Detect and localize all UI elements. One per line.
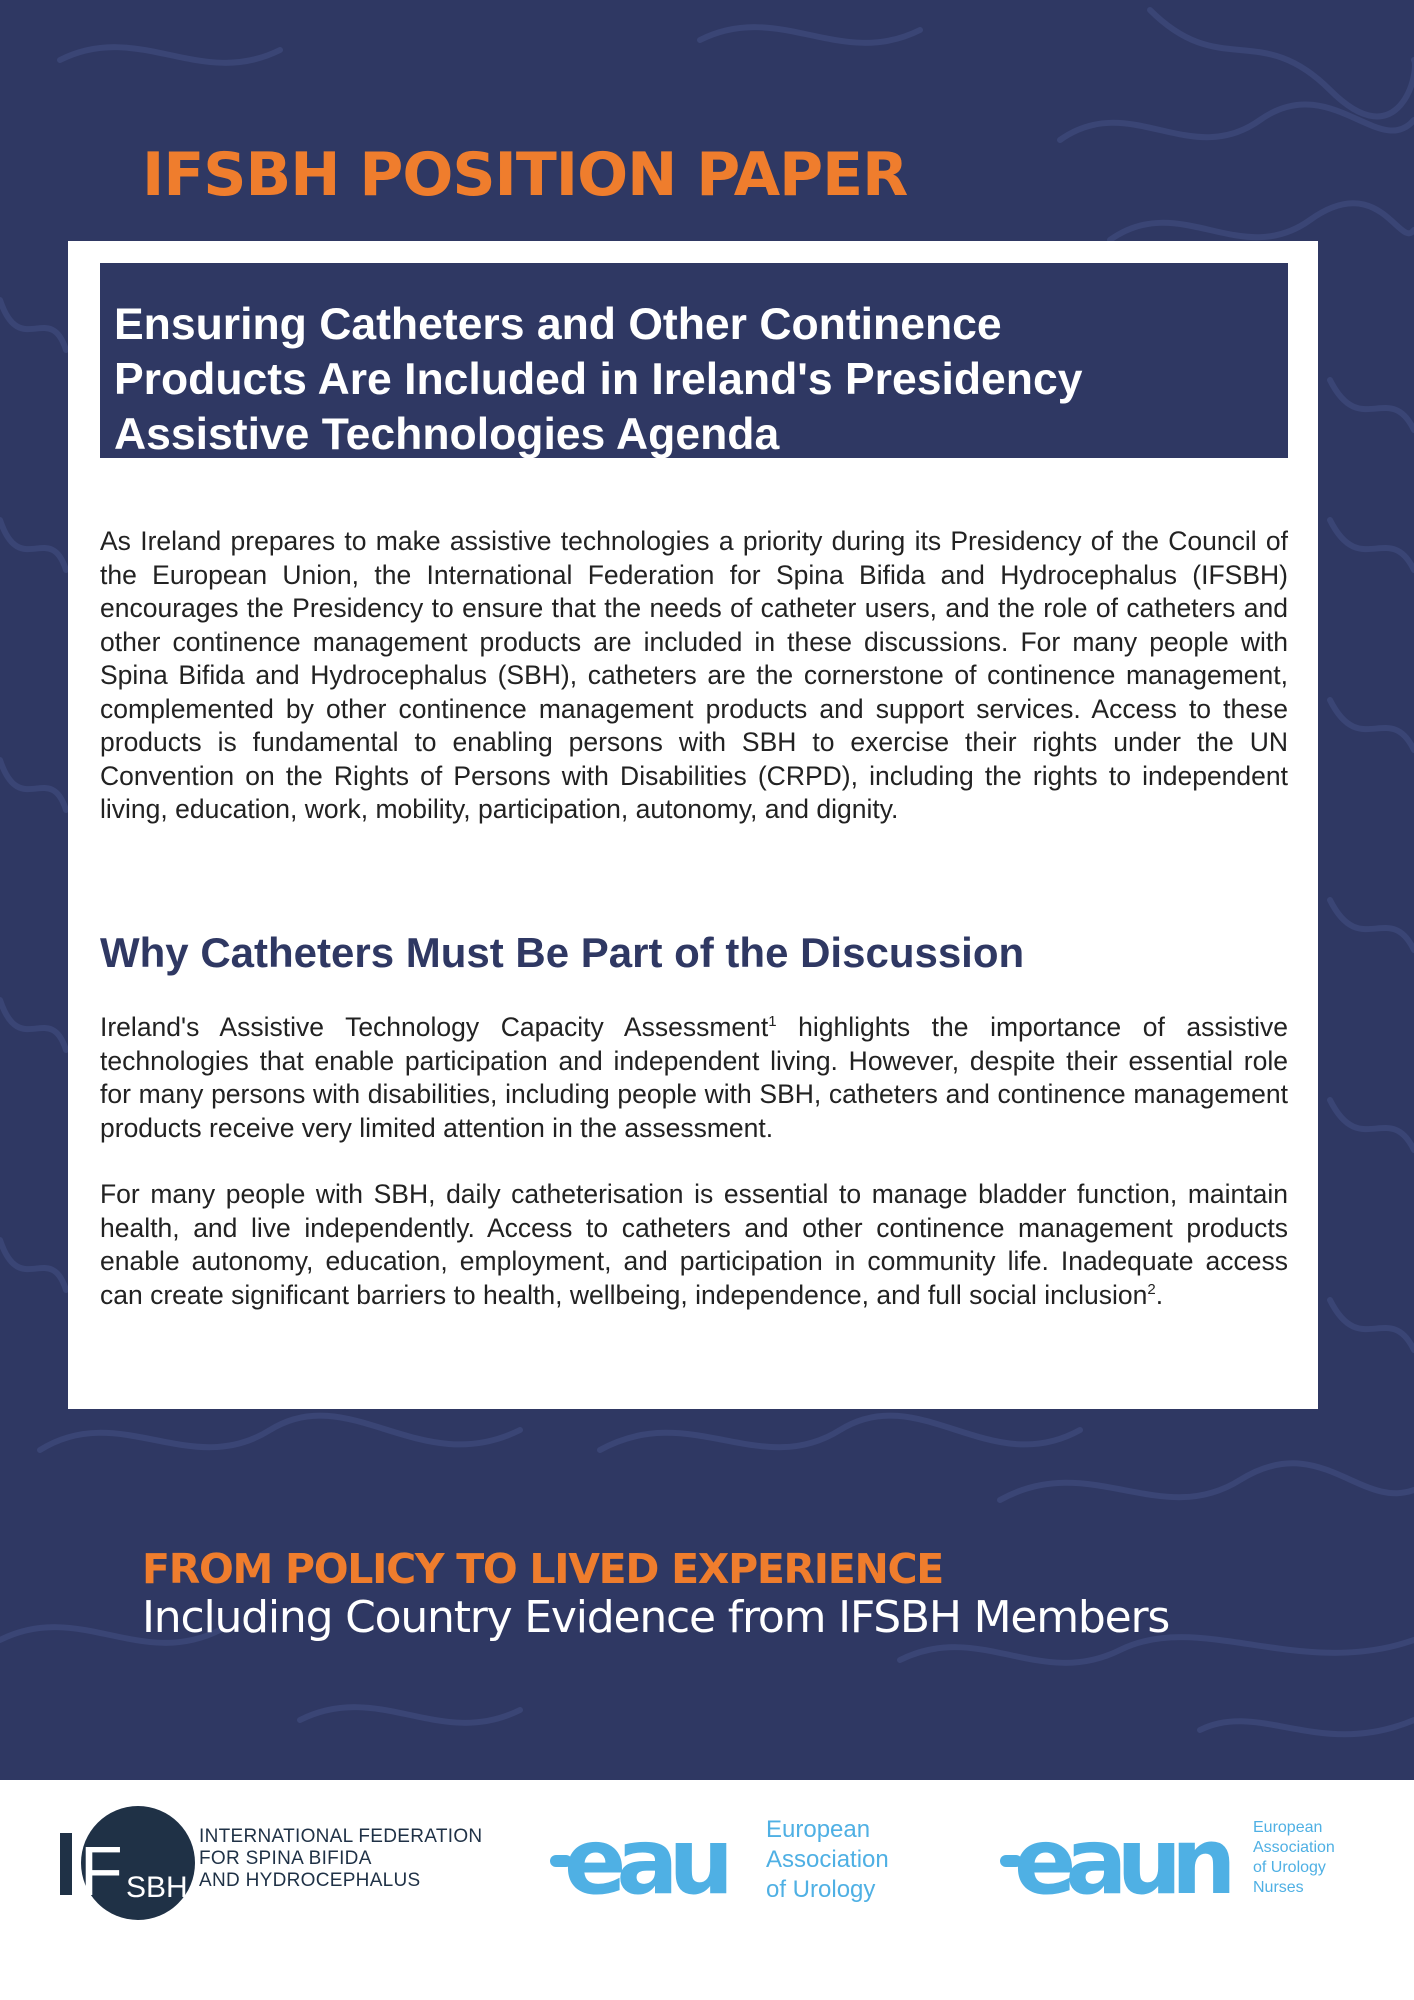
eau-name-line: Association [766, 1846, 889, 1873]
footnote-ref-1[interactable]: 1 [768, 1013, 777, 1031]
ifsbh-name-line: AND HYDROCEPHALUS [199, 1870, 421, 1891]
ifsbh-name-line: INTERNATIONAL FEDERATION [199, 1826, 483, 1847]
eau-name-line: of Urology [766, 1876, 876, 1903]
title-banner [100, 263, 1288, 458]
eau-name [766, 1815, 889, 1905]
svg-text:F: F [80, 1832, 123, 1910]
svg-text:eaun: eaun [1014, 1817, 1226, 1907]
paper-title [114, 297, 1274, 462]
catheterisation-paragraph [100, 1178, 1288, 1312]
eaun-name [1253, 1818, 1335, 1898]
ifsbh-logo-icon [58, 1803, 198, 1923]
eaun-name-line: of Urology [1253, 1859, 1326, 1876]
policy-subtitle: Including Country Evidence from IFSBH Members [142, 1592, 1170, 1643]
intro-paragraph: As Ireland prepares to make assistive technologies a priority during its Presidency of the Council of the European Union, the International Federation for Spina Bifida and Hydrocephalus (IFSBH) encourages the Presidency to ensure that the needs of catheter users, and the role of catheters and other continence management products are included in these discussions. For many people with Spina Bifida and Hydrocephalus (SBH), catheters are the cornerstone of continence management, complemented by other continence management products and support services. Access to these products is fundamental to enabling persons with SBH to exercise their rights under the UN Convention on the Rights of Persons with Disabilities (CRPD), including the rights to independent living, education, work, mobility, participation, autonomy, and dignity. [100, 526, 1288, 824]
paper-title-line: Ensuring Catheters and Other Continence [114, 300, 1002, 349]
paper-title-line: Assistive Technologies Agenda [114, 410, 780, 459]
content-card [68, 241, 1318, 1409]
section-heading: Why Catheters Must Be Part of the Discussion [100, 929, 1025, 976]
svg-text:eau: eau [564, 1815, 724, 1905]
policy-title: FROM POLICY TO LIVED EXPERIENCE [142, 1545, 943, 1593]
eaun-name-line: Association [1253, 1839, 1335, 1856]
paragraph-text: . [1155, 1279, 1164, 1310]
footnote-ref-2[interactable]: 2 [1147, 1280, 1156, 1298]
paper-title-line: Products Are Included in Ireland's Presidency [114, 355, 1083, 404]
eaun-name-line: Nurses [1253, 1879, 1304, 1896]
paragraph-text: highlights the importance of assistive technologies that enable participation and independent living. However, despite their essential role for many persons with disabilities, including people with SBH, catheters and continence management products receive very limited attention in the assessment. [100, 1012, 1288, 1143]
svg-text:SBH: SBH [126, 1871, 188, 1904]
ifsbh-name [199, 1826, 482, 1892]
eaun-name-line: European [1253, 1819, 1323, 1836]
paragraph-text: Ireland's Assistive Technology Capacity Assessment [100, 1012, 769, 1042]
eaun-logo-icon [1000, 1817, 1250, 1907]
eau-logo-icon [550, 1815, 750, 1905]
eau-name-line: European [766, 1816, 871, 1843]
ifsbh-name-line: FOR SPINA BIFIDA [199, 1848, 372, 1869]
assessment-paragraph [100, 1011, 1288, 1145]
position-paper-label: IFSBH POSITION PAPER [142, 140, 908, 210]
paragraph-text: For many people with SBH, daily catheterisation is essential to manage bladder function, maintain health, and live independently. Access to catheters and other continence management products enable autonomy, education, employment, and participation in community life. Inadequate access can create significant barriers to health, wellbeing, independence, and full social inclusion [100, 1179, 1288, 1310]
